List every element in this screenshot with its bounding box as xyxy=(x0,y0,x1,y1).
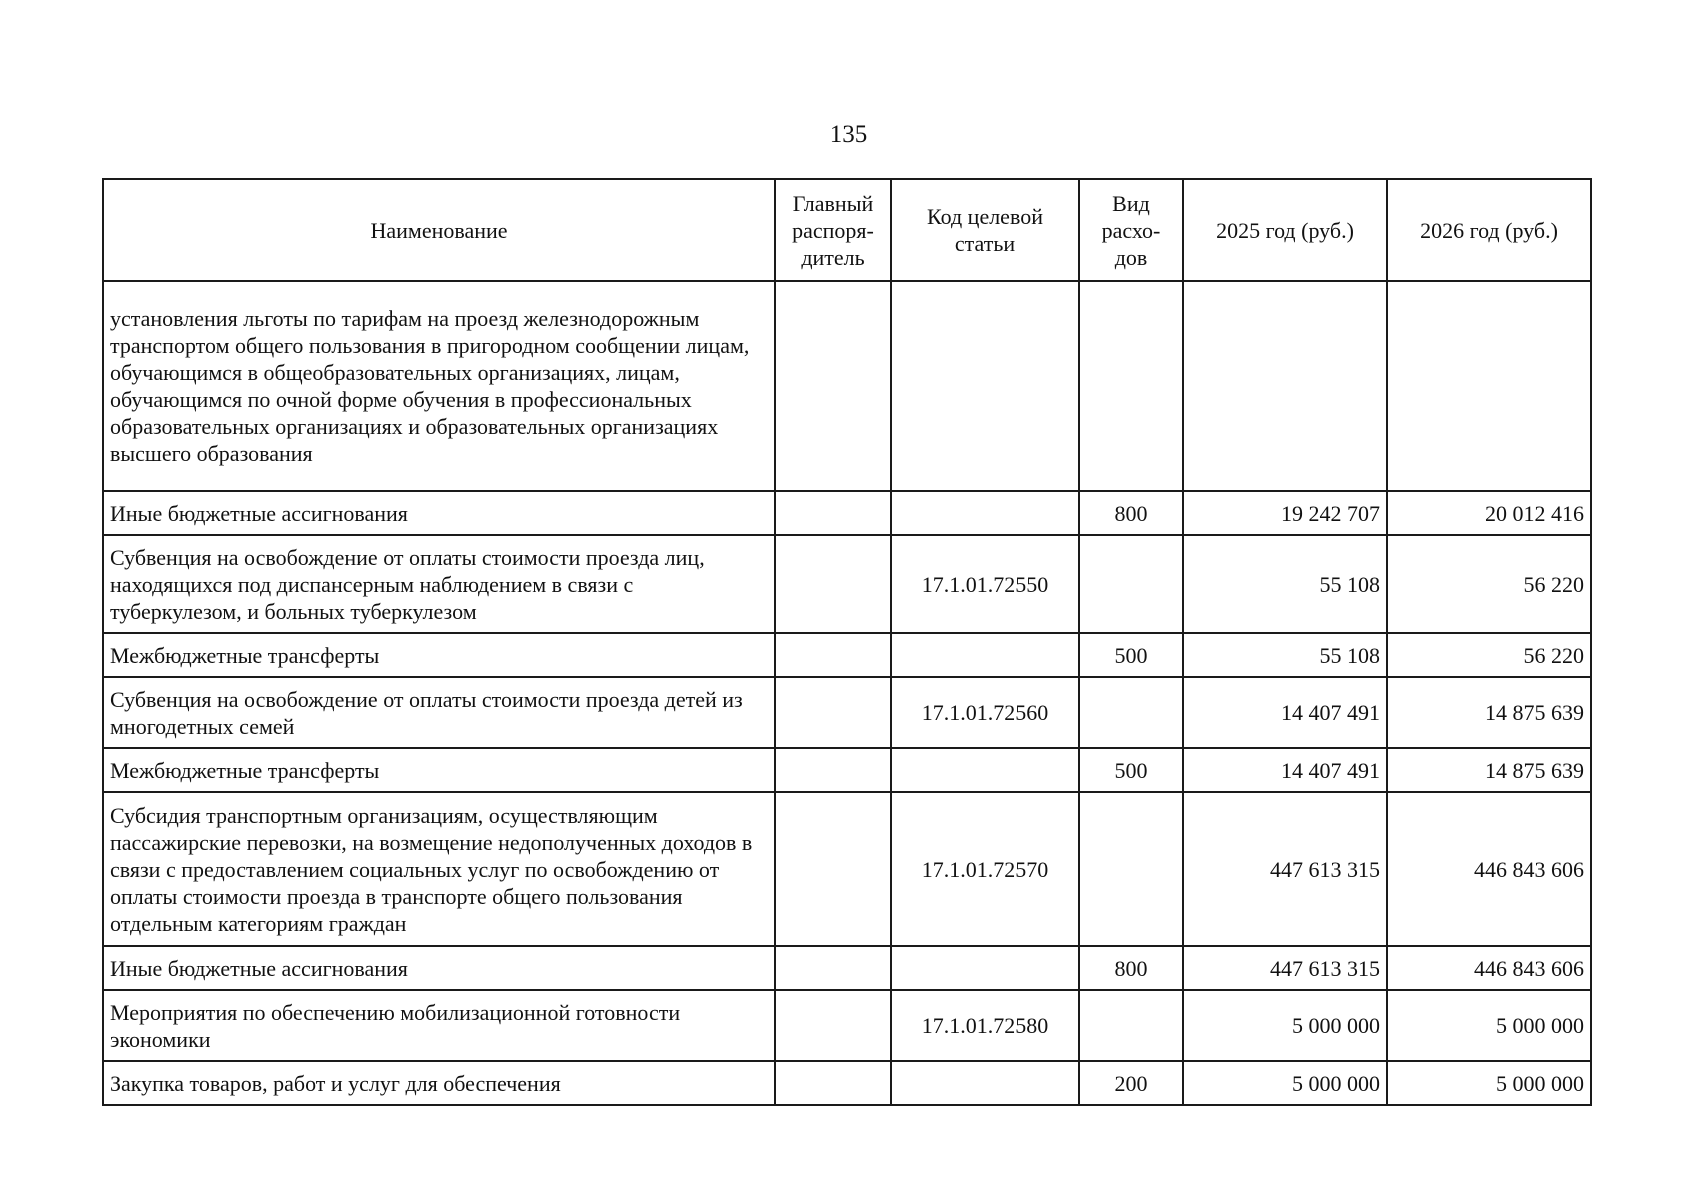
table-row xyxy=(103,677,1591,748)
header-2026: 2026 год (руб.) xyxy=(1387,179,1591,281)
cell-type: 500 xyxy=(1079,748,1183,792)
cell-2026: 446 843 606 xyxy=(1387,792,1591,946)
cell-2025: 447 613 315 xyxy=(1183,946,1387,990)
cell-name: Межбюджетные трансферты xyxy=(103,748,775,792)
cell-admin xyxy=(775,677,891,748)
cell-2026: 5 000 000 xyxy=(1387,1061,1591,1105)
cell-2025: 55 108 xyxy=(1183,633,1387,677)
cell-2025: 5 000 000 xyxy=(1183,1061,1387,1105)
cell-type xyxy=(1079,281,1183,491)
cell-admin xyxy=(775,633,891,677)
table-row xyxy=(103,792,1591,946)
cell-2025 xyxy=(1183,281,1387,491)
table-row xyxy=(103,281,1591,491)
cell-code: 17.1.01.72570 xyxy=(891,792,1079,946)
cell-2025: 19 242 707 xyxy=(1183,491,1387,535)
cell-2025: 447 613 315 xyxy=(1183,792,1387,946)
cell-admin xyxy=(775,792,891,946)
cell-name: Субвенция на освобождение от оплаты стоимости проезда детей из многодетных семей xyxy=(103,677,775,748)
cell-name: Субвенция на освобождение от оплаты стоимости проезда лиц, находящихся под диспансерным наблюдением в связи с туберкулезом, и больных туберкулезом xyxy=(103,535,775,633)
table-row xyxy=(103,491,1591,535)
cell-admin xyxy=(775,535,891,633)
cell-name: Иные бюджетные ассигнования xyxy=(103,491,775,535)
cell-type: 200 xyxy=(1079,1061,1183,1105)
cell-type: 800 xyxy=(1079,946,1183,990)
table-row xyxy=(103,535,1591,633)
cell-type: 800 xyxy=(1079,491,1183,535)
cell-name: Иные бюджетные ассигнования xyxy=(103,946,775,990)
cell-2026: 5 000 000 xyxy=(1387,990,1591,1061)
header-name: Наименование xyxy=(103,179,775,281)
cell-type xyxy=(1079,792,1183,946)
cell-2025: 14 407 491 xyxy=(1183,677,1387,748)
cell-admin xyxy=(775,748,891,792)
cell-2026: 14 875 639 xyxy=(1387,748,1591,792)
cell-admin xyxy=(775,491,891,535)
cell-type: 500 xyxy=(1079,633,1183,677)
cell-2026: 56 220 xyxy=(1387,535,1591,633)
cell-2025: 14 407 491 xyxy=(1183,748,1387,792)
cell-admin xyxy=(775,281,891,491)
cell-code xyxy=(891,281,1079,491)
cell-code xyxy=(891,946,1079,990)
cell-name: Мероприятия по обеспечению мобилизационной готовности экономики xyxy=(103,990,775,1061)
cell-type xyxy=(1079,677,1183,748)
table-header-row xyxy=(103,179,1591,281)
cell-2026: 56 220 xyxy=(1387,633,1591,677)
budget-table xyxy=(102,178,1592,1106)
cell-2026: 20 012 416 xyxy=(1387,491,1591,535)
cell-admin xyxy=(775,1061,891,1105)
header-2025: 2025 год (руб.) xyxy=(1183,179,1387,281)
cell-type xyxy=(1079,990,1183,1061)
table-row xyxy=(103,946,1591,990)
cell-code: 17.1.01.72550 xyxy=(891,535,1079,633)
cell-code: 17.1.01.72580 xyxy=(891,990,1079,1061)
table-row xyxy=(103,990,1591,1061)
cell-name: Субсидия транспортным организациям, осуществляющим пассажирские перевозки, на возмещение недополученных доходов в связи с предоставлением социальных услуг по освобождению от оплаты стоимости проезда в транспорте общего пользования отдельным категориям граждан xyxy=(103,792,775,946)
cell-code xyxy=(891,633,1079,677)
header-type: Вид расхо-дов xyxy=(1079,179,1183,281)
header-code: Код целевой статьи xyxy=(891,179,1079,281)
cell-admin xyxy=(775,990,891,1061)
cell-name: Межбюджетные трансферты xyxy=(103,633,775,677)
cell-name: Закупка товаров, работ и услуг для обеспечения xyxy=(103,1061,775,1105)
cell-name: установления льготы по тарифам на проезд железнодорожным транспортом общего пользования в пригородном сообщении лицам, обучающимся в общеобразовательных организациях, лицам, обучающимся по очной форме обучения в профессиональных образовательных организациях и образовательных организациях высшего образования xyxy=(103,281,775,491)
cell-2025: 5 000 000 xyxy=(1183,990,1387,1061)
table-row xyxy=(103,748,1591,792)
cell-type xyxy=(1079,535,1183,633)
table-row xyxy=(103,1061,1591,1105)
cell-2026 xyxy=(1387,281,1591,491)
cell-admin xyxy=(775,946,891,990)
cell-code: 17.1.01.72560 xyxy=(891,677,1079,748)
cell-2025: 55 108 xyxy=(1183,535,1387,633)
cell-code xyxy=(891,1061,1079,1105)
cell-code xyxy=(891,491,1079,535)
cell-2026: 14 875 639 xyxy=(1387,677,1591,748)
table-row xyxy=(103,633,1591,677)
page-number: 135 xyxy=(829,121,868,148)
header-admin: Главный распоря-дитель xyxy=(775,179,891,281)
cell-2026: 446 843 606 xyxy=(1387,946,1591,990)
cell-code xyxy=(891,748,1079,792)
